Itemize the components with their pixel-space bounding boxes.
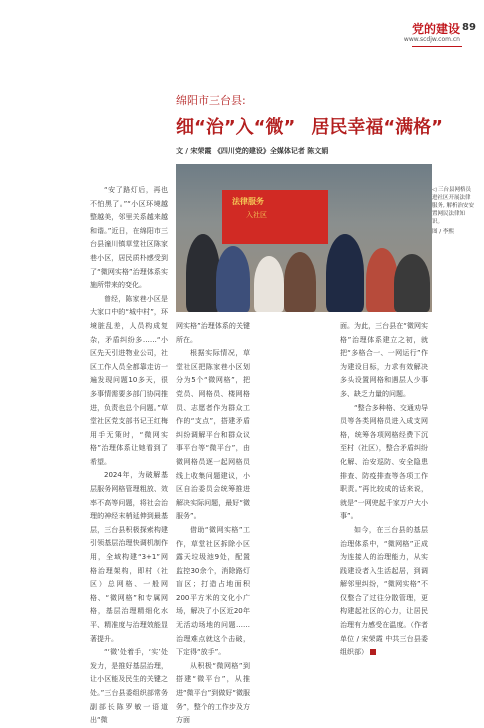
title-part-2: 居民幸福“满格”	[311, 117, 443, 138]
magazine-logo	[380, 20, 460, 44]
paragraph: 从积极“微网格”到搭建“微平台”，从推进“微平台”到做好“微服务”，整个的工作步及方方面	[176, 661, 250, 725]
paragraph: “安了路灯后，再也不怕黑了。”“小区环境越整越美，邻里关系越来越和谐。”近日，在绵阳市三台县潼川镇草堂社区陈家巷小区，居民质朴感受到了“微网实格”治理体系实施所带来的变化。	[90, 186, 168, 290]
column-2	[176, 320, 250, 728]
column-3	[340, 320, 428, 660]
paragraph: “‘微’处着手，‘实’处发力，是推好基层治理，让小区能及民生的关键之处。”三台县委组织部常务副部长陈罗敏一语道出“微	[90, 648, 168, 725]
article-title	[176, 113, 443, 139]
site-url[interactable]: www.scdjw.com.cn	[403, 36, 460, 43]
photo-person	[394, 254, 430, 312]
photo-caption	[432, 186, 474, 296]
paragraph: 曾经，陈家巷小区是大家口中的“城中村”，环境脏乱差，人员构成复杂，矛盾纠纷多……“小区先天引进物业公司，社区工作人员全都靠走访一遍发现问题10多天，很多事情需要多部门协同推进，负责也总个问题。”草堂社区党支部书记王红梅用手无策时，“微网实格”治理体系让她看到了希望。	[90, 294, 168, 466]
photo-banner-line1: 法律服务	[232, 197, 264, 206]
photo-person	[254, 256, 284, 312]
photo-person	[186, 234, 220, 312]
article-photo	[176, 164, 432, 312]
photo-person	[326, 234, 364, 312]
logo-text: 党的建设	[411, 22, 460, 36]
photo-person	[284, 252, 316, 312]
photo-banner-line2: 入社区	[246, 211, 267, 219]
article-kicker: 绵阳市三台县:	[176, 94, 246, 107]
paragraph: 面。为此，三台县在“微网实格”治理体系建立之初，就把“多格合一、一网运行”作为建设目标，力求有效解决多头设置网格和遇层人少事多、缺乏力量的问题。	[340, 322, 428, 398]
paragraph: 网实格”治理体系的关键所在。	[176, 322, 250, 344]
column-1	[90, 184, 168, 728]
paragraph: “整合多种格、交通劝导员等各类网格员进入成支网格，统筹各项网格经费下沉至村（社区），整合矛盾纠纷化解、治安巡防、安全隐患排查、防疫排查等各项工作职责。”再比较成的话来说，就是“一网兜起千家万户大小事”。	[340, 403, 428, 521]
paragraph	[340, 524, 428, 660]
title-part-1: 细“治”入“微”	[176, 117, 296, 138]
article-byline: 文 / 宋荣霞 《四川党的建设》全媒体记者 陈文娟	[176, 147, 329, 155]
closing-text: 如今，在三台县的基层治理体系中，“微网格”正成为连接人的治理能力，从实践建设者入生活起居，到调解邻里纠纷，“微网实格”不仅整合了过往分散管理，更构建起社区的心力，让居民治理有力感受在温度。（作者单位 / 宋荣霞 中共三台县委组织部）	[340, 525, 428, 657]
photo-credit: 图 / 李熙	[432, 229, 454, 235]
page-number: 89	[462, 22, 476, 33]
caption-text: ◁ 三台县网格员进社区开展法律服务, 解析治安安置网民法律知识。	[432, 187, 474, 225]
header-divider	[412, 46, 462, 47]
photo-person	[216, 246, 250, 312]
paragraph: 根据实际情况，草堂社区把陈家巷小区划分为5个“微网格”，把党员、网格员、楼网格员、志愿者作为群众工作的“支点”，搭建矛盾纠纷调解平台和群众议事平台等“微平台”，由微网格员逐一起网格员线上收集问题建议，小区自治委员会统筹推进解决实际问题，最好“微服务”。	[176, 349, 250, 521]
paragraph: 借助“微网实格”工作，草堂社区拆除小区露天垃圾池9处，配置监控30余个，消除路灯盲区；打造占地面积200平方米的文化小广场，解决了小区近20年无活动场地的问题……治理难点就这个击破，下定得“放手”。	[176, 525, 250, 657]
end-mark-icon	[370, 649, 376, 655]
paragraph: 2024年，为破解基层服务网格管理粗放、效率不高等问题，将社会治理的神经末梢延伸到最基层，三台县积极探索构建引领基层治理快调机制作用，全域构建“3+1”网格治理架构，即村（社区）总网格、一般网格、“微网格”和专属网格，基层治理精细化水平、精准度与治理效能显著提升。	[90, 471, 168, 643]
